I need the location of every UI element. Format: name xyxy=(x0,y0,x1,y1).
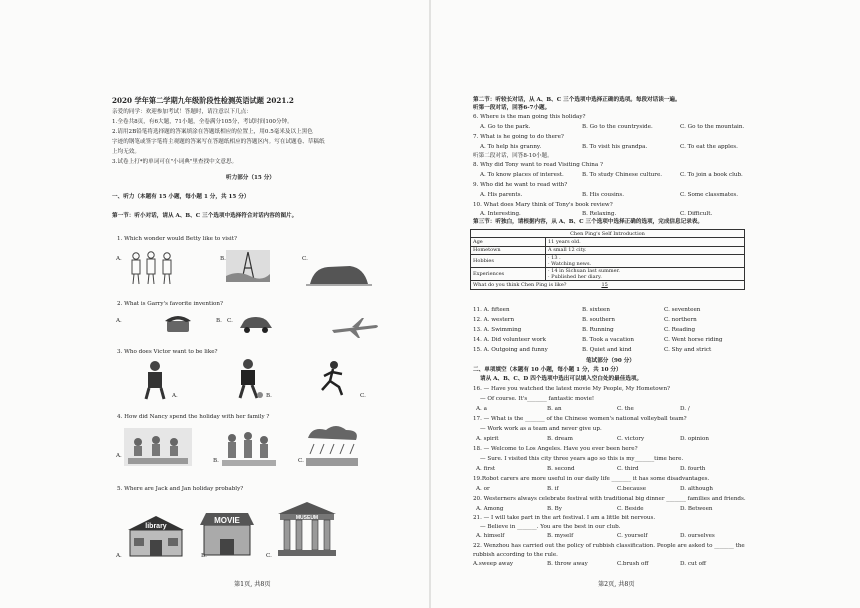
part3-heading: 第三节：听独白，请根据内容，从 A、B、C 三个选项中选择正确的选项，完成信息记录表。 xyxy=(473,219,703,225)
question-18-reply: — Sure. I visited this city three years ago so this is my_______time here. xyxy=(480,456,684,462)
q22-option-b: B. throw away xyxy=(547,561,588,567)
q18-option-a: A. first xyxy=(476,466,496,472)
table-value-personality: 15 xyxy=(601,281,608,288)
q20-option-d: D. Between xyxy=(680,506,713,512)
table-key-personality: What do you think Chen Ping is like? xyxy=(473,281,567,288)
question-10: 10. What does Mary think of Tony's book review? xyxy=(473,202,613,208)
q8-option-b: B. To study Chinese culture. xyxy=(582,172,663,178)
q17-option-a: A. spirit xyxy=(476,436,499,442)
table-value-age: 11 years old. xyxy=(546,238,745,246)
section1-heading: 一、听力（本题有 15 小题，每小题 1 分，共 15 分） xyxy=(112,194,250,200)
q18-option-d: D. fourth xyxy=(680,466,706,472)
part1-heading: 第一节：听小对话，请从 A、B、C 三个选项中选择符合对话内容的图片。 xyxy=(112,213,298,219)
question-9: 9. Who did he want to read with? xyxy=(473,182,568,188)
option-label-b: B. xyxy=(201,553,207,559)
hobby-line: · Watching news. xyxy=(548,261,592,268)
question-17: 17. — What is the _______ of the Chinese women's national volleyball team? xyxy=(473,416,687,422)
q17-option-c: C. victory xyxy=(617,436,645,442)
q22-option-c: C.brush off xyxy=(617,561,649,567)
table-title: Chen Ping's Self Introduction xyxy=(471,230,745,238)
dialogue-1-instruction: 听第一段对话，回答6-7小题。 xyxy=(473,105,551,111)
written-part-heading: 笔试部分（90 分） xyxy=(586,358,635,364)
exam-title: 2020 学年第二学期九年级阶段性检测英语试题 2021.2 xyxy=(112,96,294,105)
terracotta-warriors-icon xyxy=(126,250,178,286)
q22-option-a: A.sweep away xyxy=(473,561,514,567)
q17-option-d: D. opinion xyxy=(680,436,709,442)
q7-option-c: C. To eat the apples. xyxy=(680,144,738,150)
q10-option-c: C. Difficult. xyxy=(680,211,713,217)
q19-option-a: A. or xyxy=(476,486,490,492)
part2-heading: 第二节：听较长对话，从 A、B、C 三个选项中选择正确的选项。每段对话读一遍。 xyxy=(473,97,681,103)
question-3: 3. Who does Victor want to be like? xyxy=(117,349,218,355)
experience-line: · Published her diary. xyxy=(548,274,602,281)
table-key-hometown: Hometown xyxy=(471,246,546,254)
question-6: 6. Where is the man going this holiday? xyxy=(473,114,586,120)
q15-option-a: 15. A. Outgoing and funny xyxy=(473,347,548,353)
q6-option-a: A. Go to the park. xyxy=(480,124,531,130)
museum-sign: MUSEUM xyxy=(295,515,319,521)
q20-option-b: B. By xyxy=(547,506,562,512)
table-value-hometown: A small 12 city. xyxy=(546,246,745,254)
q15-option-b: B. Quiet and kind xyxy=(582,347,632,353)
listening-part-heading: 听力部分（15 分） xyxy=(226,175,275,181)
library-building-icon xyxy=(124,514,188,558)
q10-option-b: B. Relaxing. xyxy=(582,211,617,217)
self-introduction-table xyxy=(470,229,745,290)
question-17-reply: — Work work as a team and never give up. xyxy=(480,426,602,432)
option-label-c: C. xyxy=(360,393,366,399)
q12-option-a: 12. A. western xyxy=(473,317,515,323)
q21-option-c: C. yourself xyxy=(617,533,648,539)
runner-icon xyxy=(312,360,352,396)
q7-option-a: A. To help his granny. xyxy=(480,144,542,150)
q16-option-c: C. the xyxy=(617,406,634,412)
question-16: 16. — Have you watched the latest movie My People, My Hometown? xyxy=(473,386,671,392)
eiffel-tower-icon xyxy=(226,250,270,282)
option-label-c: C. xyxy=(298,458,304,464)
q9-option-b: B. His cousins. xyxy=(582,192,624,198)
note-line: 上均无效。 xyxy=(112,149,140,155)
question-20: 20. Westerners always celebrate festival with traditional big dinner _______ families and friends. xyxy=(473,496,746,502)
q6-option-c: C. Go to the mountain. xyxy=(680,124,745,130)
option-label-a: A. xyxy=(116,256,122,262)
dialogue-2-instruction: 听第二段对话，回答8-10小题。 xyxy=(473,153,553,159)
question-21-reply: — Believe in _______. You are the best in our club. xyxy=(480,524,621,530)
option-label-b: B. xyxy=(266,393,272,399)
q10-option-a: A. Interesting. xyxy=(480,211,521,217)
option-label-b: B. xyxy=(213,458,219,464)
question-21: 21. — I will take part in the art festival. I am a little bit nervous. xyxy=(473,515,656,521)
q8-option-a: A. To know places of interest. xyxy=(480,172,564,178)
car-icon xyxy=(238,314,274,334)
table-key-age: Age xyxy=(471,238,546,246)
q20-option-c: C. Beside xyxy=(617,506,644,512)
question-16-reply: — Of course. It's_______ fantastic movie! xyxy=(480,396,595,402)
telephone-icon xyxy=(164,312,192,334)
q16-option-a: A. a xyxy=(476,406,487,412)
option-label-a: A. xyxy=(116,318,122,324)
q12-option-b: B. southern xyxy=(582,317,615,323)
q18-option-c: C. third xyxy=(617,466,639,472)
note-line: 亲爱的同学：欢迎参加考试！答题时，请注意以下几点： xyxy=(112,109,252,115)
q16-option-d: D. / xyxy=(680,406,690,412)
note-line: 2.请用2B铅笔将选择题的答案填涂在答题纸相应的位置上，用0.5毫米及以上黑色 xyxy=(112,129,313,135)
hobby-line: · 13 . xyxy=(548,255,561,262)
family-outing-icon xyxy=(220,428,278,468)
q14-option-b: B. Took a vacation xyxy=(582,337,634,343)
q14-option-a: 14. A. Did volunteer work xyxy=(473,337,546,343)
q12-option-c: C. northern xyxy=(664,317,697,323)
q11-option-c: C. seventeen xyxy=(664,307,701,313)
q14-option-c: C. Went horse riding xyxy=(664,337,723,343)
q21-option-b: B. myself xyxy=(547,533,574,539)
question-7: 7. What is he going to do there? xyxy=(473,134,564,140)
option-label-b: B. xyxy=(220,256,226,262)
q19-option-c: C.because xyxy=(617,486,647,492)
museum-building-icon xyxy=(276,500,338,558)
option-label-c: C. xyxy=(227,318,233,324)
q19-option-b: B. if xyxy=(547,486,559,492)
section2-instruction: 请从 A、B、C、D 四个选项中选出可以填入空白处的最佳选项。 xyxy=(480,376,643,382)
section2-heading: 二、单项填空（本题有 10 小题，每小题 1 分，共 10 分） xyxy=(473,367,622,373)
table-value-hobbies xyxy=(546,255,745,268)
movie-sign: MOVIE xyxy=(214,516,240,525)
question-1: 1. Which wonder would Betty like to visit? xyxy=(117,236,237,242)
question-22: 22. Wenzhou has carried out the policy of rubbish classification. People are asked to _______ the xyxy=(473,543,745,549)
library-sign: library xyxy=(145,523,167,530)
q11-option-b: B. sixteen xyxy=(582,307,610,313)
option-label-b: B. xyxy=(216,318,222,324)
uluru-rock-icon xyxy=(306,262,372,288)
option-label-a: A. xyxy=(116,453,122,459)
q9-option-c: C. Some classmates. xyxy=(680,192,739,198)
cinema-building-icon xyxy=(198,509,256,557)
note-line: 3.试卷上打*的单词可在"小词典"里查找中文意思。 xyxy=(112,159,238,165)
q9-option-a: A. His parents. xyxy=(480,192,523,198)
footballer-icon xyxy=(232,358,264,400)
q15-option-c: C. Shy and strict xyxy=(664,347,712,353)
q6-option-b: B. Go to the countryside. xyxy=(582,124,653,130)
question-2: 2. What is Garry's favorite invention? xyxy=(117,301,223,307)
q21-option-a: A. himself xyxy=(476,533,505,539)
q19-option-d: D. although xyxy=(680,486,713,492)
table-key-hobbies: Hobbies xyxy=(471,255,546,268)
question-19: 19.Robot carers are more useful in our daily life _______ it has some disadvantages. xyxy=(473,476,710,482)
option-label-c: C. xyxy=(302,256,308,262)
question-18: 18. — Welcome to Los Angeles. Have you ever been here? xyxy=(473,446,638,452)
q22-option-d: D. cut off xyxy=(680,561,706,567)
page-fold xyxy=(429,0,431,608)
basketball-player-icon xyxy=(140,360,170,400)
q13-option-a: 13. A. Swimming xyxy=(473,327,522,333)
q17-option-b: B. dream xyxy=(547,436,573,442)
experience-line: · 14 in Sichuan last summer. xyxy=(548,268,620,275)
table-value-experiences xyxy=(546,268,745,281)
airplane-icon xyxy=(330,316,380,340)
option-label-c: C. xyxy=(266,553,272,559)
q20-option-a: A. Among xyxy=(476,506,504,512)
question-4: 4. How did Nancy spend the holiday with her family ? xyxy=(117,414,270,420)
note-line: 字迹的钢笔或签字笔将主观题的答案写在答题纸相应的答题区内。写在试题卷、草稿纸 xyxy=(112,139,325,145)
question-22-continued: rubbish according to the rule. xyxy=(473,552,558,558)
option-label-a: A. xyxy=(116,553,122,559)
page-footer-left: 第1页, 共8页 xyxy=(234,581,271,588)
table-row-personality xyxy=(471,281,745,289)
q7-option-b: B. To visit his grandpa. xyxy=(582,144,648,150)
table-key-experiences: Experiences xyxy=(471,268,546,281)
page-footer-right: 第2页, 共8页 xyxy=(598,581,635,588)
q13-option-c: C. Reading xyxy=(664,327,696,333)
rainy-day-icon xyxy=(302,424,362,468)
question-5: 5. Where are Jack and Jan holiday probably? xyxy=(117,486,244,492)
q16-option-b: B. an xyxy=(547,406,562,412)
family-picnic-icon xyxy=(124,428,192,466)
q21-option-d: D. ourselves xyxy=(680,533,715,539)
option-label-a: A. xyxy=(172,393,178,399)
q8-option-c: C. To join a book club. xyxy=(680,172,743,178)
question-8: 8. Why did Tony want to read Visiting China ? xyxy=(473,162,603,168)
q13-option-b: B. Running xyxy=(582,327,614,333)
q18-option-b: B. second xyxy=(547,466,575,472)
q11-option-a: 11. A. fifteen xyxy=(473,307,510,313)
note-line: 1.全卷共8页，有6大题，71小题，全卷满分105分，考试时间100分钟。 xyxy=(112,119,293,125)
